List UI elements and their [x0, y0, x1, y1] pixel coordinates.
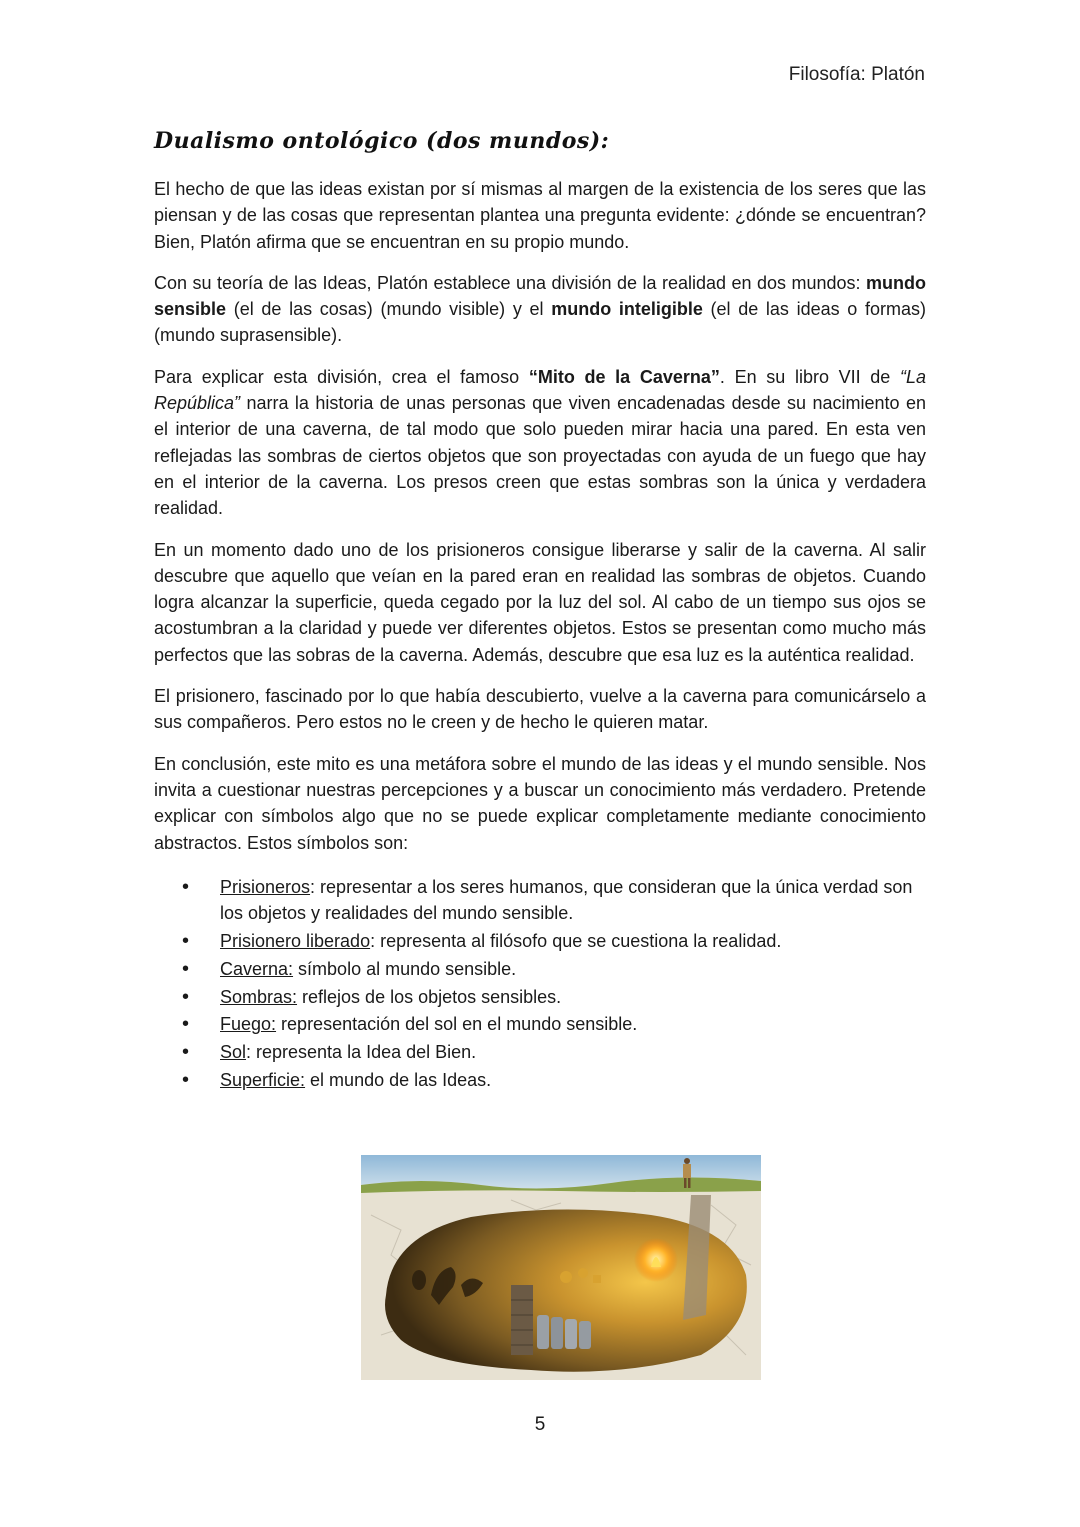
list-item — [154, 928, 926, 954]
symbol-desc: símbolo al mundo sensible. — [293, 958, 517, 979]
symbols-list — [154, 874, 926, 1093]
paragraph-liberation: En un momento dado uno de los prisioneros consigue liberarse y salir de la caverna. Al salir descubre que aquello que veían en la pared eran en realidad las sombras de objetos. Cuando logra alcanzar la superficie, queda cegado por la luz del sol. Al cabo de un tiempo sus ojos se acostumbran a la claridad y puede ver diferentes objetos. Estos se presentan como mucho más perfectos que las sobras de la caverna. Además, descubre que esa luz es la auténtica realidad. — [154, 539, 926, 665]
symbol-term: Sol — [220, 1042, 247, 1063]
text-run: narra la historia de unas personas que viven encadenadas desde su nacimiento en el interior de una caverna, de tal modo que solo pueden mirar hacia una pared. En esta ven reflejadas las sombras de ciertos objetos que son proyectadas con ayuda de un fuego que hay en el interior de la caverna. Los presos creen que estas sombras son la única y verdadera realidad. — [154, 393, 926, 519]
cave-illustration-svg — [361, 1155, 761, 1380]
term-mito-caverna: “Mito de la Caverna” — [528, 366, 720, 387]
body-text — [154, 176, 926, 1095]
symbol-desc: el mundo de las Ideas. — [305, 1069, 492, 1090]
term-mundo-sensible: mundo sensible — [154, 272, 926, 320]
text-run: . En su libro VII de — [719, 366, 900, 387]
paragraph-cave-myth — [154, 364, 926, 522]
parapet-wall — [511, 1285, 533, 1355]
text-run: Con su teoría de las Ideas, Platón establece una división de la realidad en dos mundos: — [154, 272, 866, 293]
cave-illustration — [361, 1155, 761, 1380]
paragraph-conclusion: En conclusión, este mito es una metáfora sobre el mundo de las ideas y el mundo sensible. Nos invita a cuestionar nuestras percepciones y a buscar un conocimiento más verdadero. Pretende explicar con símbolos algo que no se puede explicar completamente mediante conocimiento abstractos. Estos símbolos son: — [154, 753, 926, 853]
text-run: (el de las ideas o formas) (mundo suprasensible). — [154, 299, 926, 346]
page-number: 5 — [534, 1414, 546, 1435]
symbol-desc: : representa al filósofo que se cuestiona la realidad. — [370, 930, 782, 951]
symbol-term: Caverna: — [220, 958, 294, 979]
section-title: Dualismo ontológico (dos mundos): — [154, 128, 610, 154]
symbol-desc: reflejos de los objetos sensibles. — [297, 986, 562, 1007]
running-header: Filosofía: Platón — [788, 64, 925, 85]
paragraph-intro: El hecho de que las ideas existan por sí mismas al margen de la existencia de los seres que las piensan y de las cosas que representan plantea una pregunta evidente: ¿dónde se encuentran? Bien, Platón afirma que se encuentran en su propio mundo. — [154, 179, 926, 252]
list-item — [154, 984, 926, 1010]
text-run: (el de las cosas) (mundo visible) y el — [226, 299, 552, 320]
book-title: “La República” — [154, 366, 927, 414]
symbol-term: Fuego: — [220, 1014, 277, 1035]
paragraph-return: El prisionero, fascinado por lo que había descubierto, vuelve a la caverna para comunicárselo a sus compañeros. Pero estos no le creen y de hecho le quieren matar. — [154, 686, 926, 733]
symbol-term: Prisioneros — [220, 876, 311, 897]
paragraph-two-worlds — [154, 270, 926, 349]
symbol-desc: representación del sol en el mundo sensible. — [276, 1014, 638, 1035]
symbol-desc: : representa la Idea del Bien. — [246, 1042, 477, 1063]
symbol-term: Superficie: — [220, 1069, 306, 1090]
text-run: Para explicar esta división, crea el famoso — [154, 366, 529, 387]
term-mundo-inteligible: mundo inteligible — [551, 299, 703, 320]
list-item — [154, 1067, 926, 1093]
symbol-term: Prisionero liberado — [220, 930, 371, 951]
symbol-desc: : representar a los seres humanos, que consideran que la única verdad son los objetos y realidades del mundo sensible. — [220, 876, 913, 924]
list-item — [154, 874, 926, 927]
list-item — [154, 1039, 926, 1065]
symbol-term: Sombras: — [220, 986, 298, 1007]
list-item — [154, 1011, 926, 1037]
list-item — [154, 956, 926, 982]
